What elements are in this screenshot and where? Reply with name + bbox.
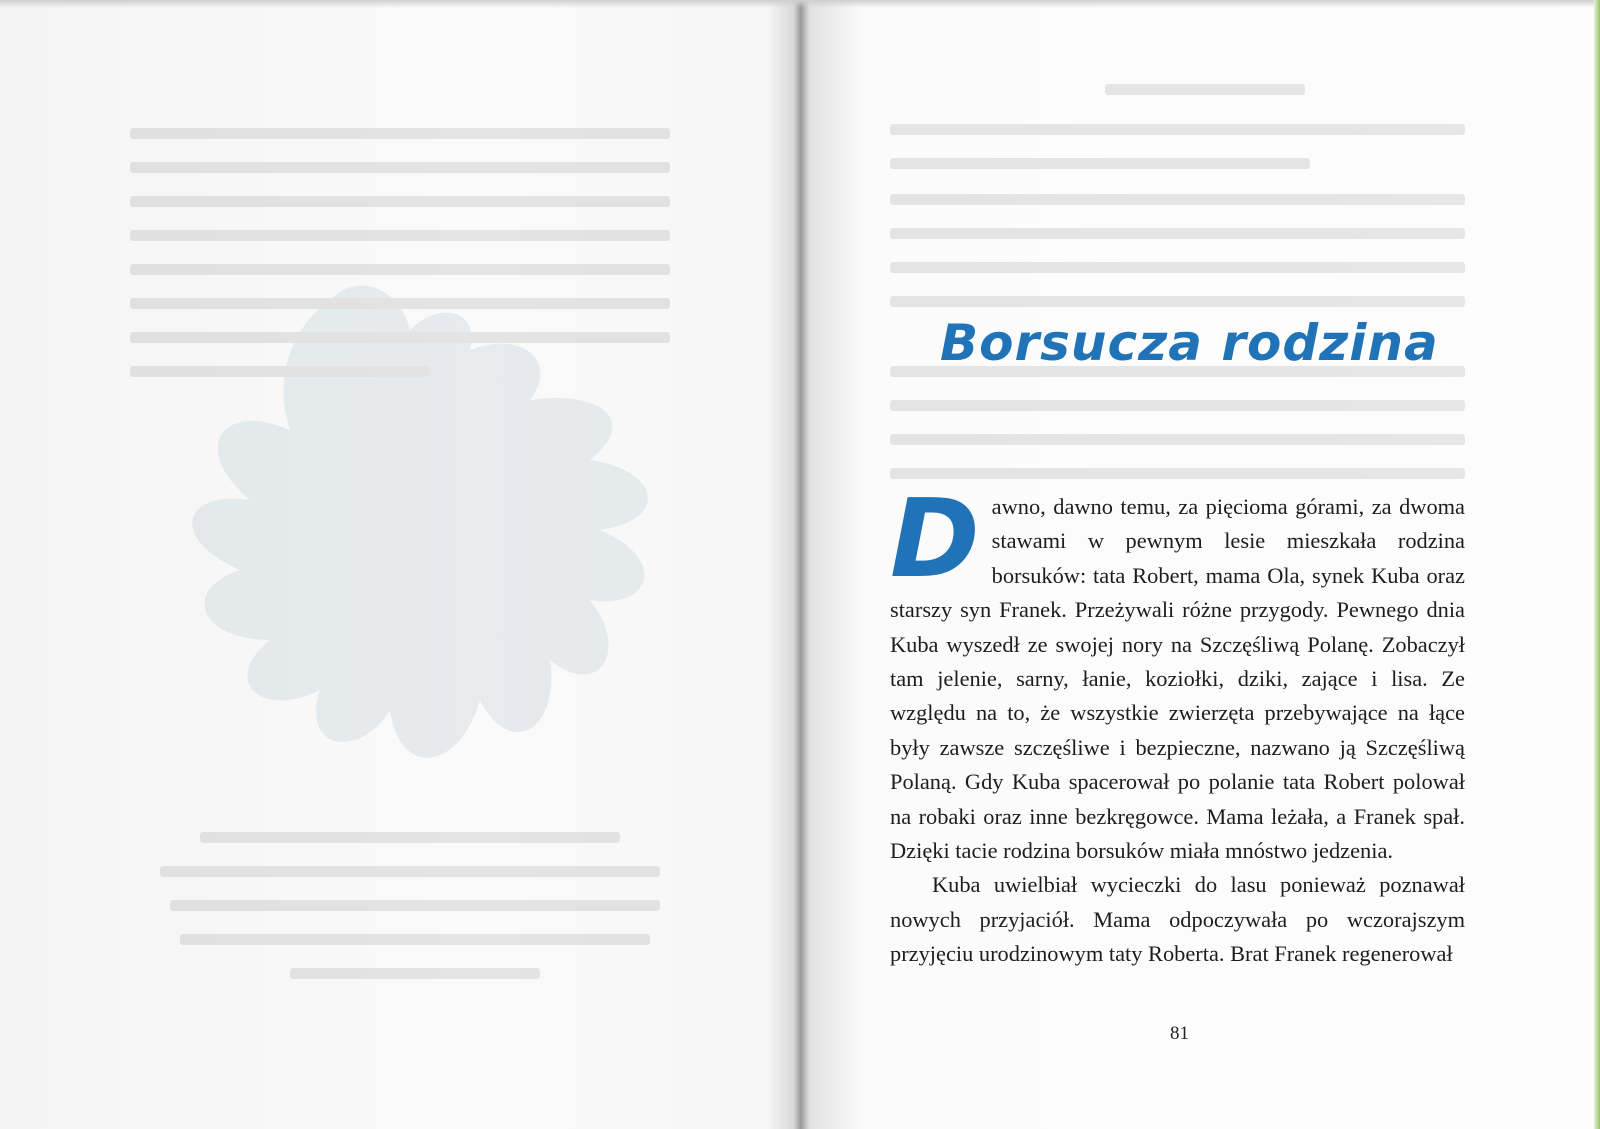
bleed-through-line: [130, 332, 670, 343]
first-paragraph: [890, 477, 1465, 868]
bleed-through-line: [890, 262, 1465, 273]
chapter-title: Borsucza rodzina: [940, 314, 1439, 372]
bleed-through-line: [130, 128, 670, 139]
second-paragraph: Kuba uwielbiał wycieczki do lasu ponieważ poznawał nowych przyjaciół. Mama odpoczywała po wczorajszym przyjęciu urodzinowym taty Roberta. Brat Franek regenerował: [890, 872, 1465, 967]
bleed-through-shadow: [0, 0, 795, 1129]
bleed-through-line: [130, 366, 430, 377]
drop-cap: D: [890, 477, 980, 602]
paragraph-text: awno, dawno temu, za pięcioma górami, za dwoma stawami w pewnym lesie mieszkała rodzina borsuków: tata Robert, mama Ola, synek Kuba oraz starszy syn Franek. Przeżywali różne przygody. Pewnego dnia Kuba wyszedł ze swojej nory na Szczęśliwą Polanę. Zobaczył tam jelenie, sarny, łanie, koziołki, dziki, zające i lisa. Ze względu na to, że wszystkie zwierzęta przebywające na łące były zawsze szczęśliwe i bezpieczne, nazwano ją Szczęśliwą Polaną. Gdy Kuba spacerował po polanie tata Robert polował na robaki oraz inne bezkręgowce. Mama leżała, a Franek spał. Dzięki tacie rodzina borsuków miała mnóstwo jedzenia.: [890, 494, 1465, 864]
bleed-through-line: [890, 296, 1465, 307]
bleed-through-line: [890, 434, 1465, 445]
scan-right-edge: [1594, 0, 1600, 1129]
chapter-body: [890, 477, 1465, 972]
bleed-through-line: [130, 298, 670, 309]
bleed-through-line: [290, 968, 540, 979]
bleed-through-line: [890, 158, 1310, 169]
bleed-through-line: [160, 866, 660, 877]
page-number: 81: [1170, 1023, 1189, 1044]
bleed-through-line: [890, 400, 1465, 411]
left-page: [0, 0, 795, 1129]
bleed-through-line: [130, 264, 670, 275]
bleed-through-line: [890, 124, 1465, 135]
bleed-through-line: [170, 900, 660, 911]
bleed-through-line: [130, 196, 670, 207]
bleed-through-line: [1105, 84, 1305, 95]
bleed-through-line: [130, 230, 670, 241]
bleed-through-line: [180, 934, 650, 945]
bleed-through-line: [890, 194, 1465, 205]
bleed-through-line: [890, 228, 1465, 239]
right-page: [805, 0, 1600, 1129]
bleed-through-line: [200, 832, 620, 843]
bleed-through-line: [130, 162, 670, 173]
